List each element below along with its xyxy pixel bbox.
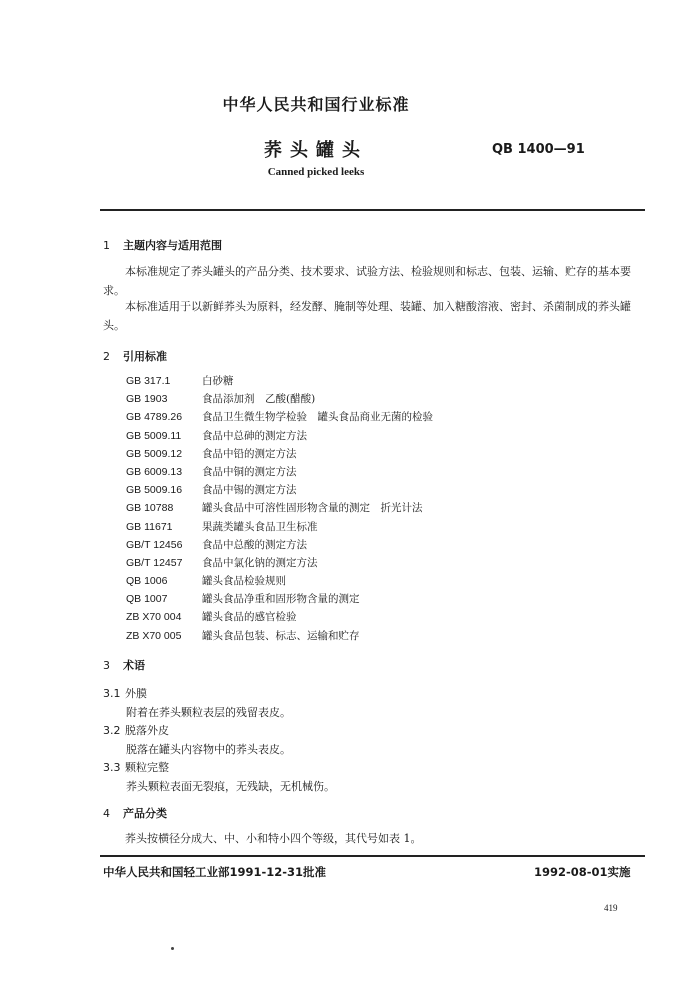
section-3-title: 术语 <box>123 659 145 672</box>
reference-code: GB 317.1 <box>126 375 171 387</box>
section-2-title: 引用标准 <box>123 350 167 363</box>
reference-name: 食品中氯化钠的测定方法 <box>202 556 318 569</box>
term-heading <box>103 722 169 738</box>
term-number: 3.1 <box>103 687 121 700</box>
implementation-date: 1992-08-01实施 <box>534 865 631 879</box>
reference-code: GB 5009.11 <box>126 429 182 442</box>
section-4-number: 4 <box>103 807 110 820</box>
reference-name: 果蔬类罐头食品卫生标准 <box>202 520 318 533</box>
section-1-title: 主题内容与适用范围 <box>123 239 222 252</box>
reference-code: GB 1903 <box>126 393 168 406</box>
reference-code: GB 11671 <box>126 520 173 533</box>
reference-code: QB 1006 <box>126 575 168 588</box>
reference-item <box>126 372 433 390</box>
document-title: 荞头罐头 <box>264 140 368 161</box>
reference-standards-list <box>126 372 433 645</box>
reference-name: 白砂糖 <box>202 375 234 387</box>
reference-name: 罐头食品中可溶性固形物含量的测定 折光计法 <box>202 502 423 515</box>
section-4-heading <box>103 805 167 821</box>
reference-code: GB/T 12456 <box>126 538 183 551</box>
reference-code: GB 5009.16 <box>126 484 183 497</box>
reference-item <box>126 627 433 645</box>
reference-item <box>126 390 433 408</box>
term-definition: 脱落在罐头内容物中的荞头表皮。 <box>126 743 291 756</box>
section-4-paragraph-1-text: 荞头按横径分成大、中、小和特小四个等级，其代号如表 1。 <box>125 832 422 845</box>
reference-item <box>126 590 433 608</box>
reference-code: ZB X70 005 <box>126 629 182 642</box>
header-divider <box>100 209 645 211</box>
standard-number: QB 1400—91 <box>492 142 585 157</box>
reference-name: 食品中总砷的测定方法 <box>202 429 307 442</box>
reference-item <box>126 463 433 481</box>
reference-item <box>126 572 433 590</box>
reference-code: QB 1007 <box>126 593 168 606</box>
section-1-paragraph-1-text: 本标准规定了荞头罐头的产品分类、技术要求、试验方法、检验规则和标志、包装、运输、贮存的基本要求。 <box>103 265 631 297</box>
section-4-paragraph-1 <box>103 829 648 848</box>
section-1-paragraph-2 <box>103 297 648 335</box>
org-title: 中华人民共和国行业标准 <box>222 95 410 114</box>
reference-item <box>126 427 433 445</box>
scan-speck <box>171 947 174 950</box>
reference-code: GB 4789.26 <box>126 411 183 424</box>
reference-name: 食品中铜的测定方法 <box>202 465 297 478</box>
reference-code: GB 5009.12 <box>126 447 183 460</box>
section-2-heading <box>103 348 167 364</box>
reference-name: 食品中锡的测定方法 <box>202 484 297 497</box>
reference-item <box>126 408 433 426</box>
section-1-number: 1 <box>103 239 110 252</box>
term-heading <box>103 759 169 775</box>
approval-line: 中华人民共和国轻工业部1991-12-31批准 <box>103 865 327 879</box>
section-3-heading <box>103 657 145 673</box>
section-3-number: 3 <box>103 659 110 672</box>
reference-item <box>126 518 433 536</box>
term-heading <box>103 685 147 701</box>
reference-name: 罐头食品检验规则 <box>202 575 286 588</box>
reference-item <box>126 554 433 572</box>
term-number: 3.3 <box>103 761 121 774</box>
section-1-heading <box>103 237 222 253</box>
term-name: 外膜 <box>125 687 147 700</box>
reference-name: 食品中总酸的测定方法 <box>202 538 307 551</box>
reference-item <box>126 608 433 626</box>
section-4-title: 产品分类 <box>123 807 167 820</box>
term-definition: 附着在荞头颗粒表层的残留表皮。 <box>126 706 291 719</box>
reference-item <box>126 445 433 463</box>
reference-code: GB 10788 <box>126 502 174 515</box>
reference-name: 食品卫生微生物学检验 罐头食品商业无菌的检验 <box>202 411 433 424</box>
reference-code: GB 6009.13 <box>126 465 183 478</box>
term-number: 3.2 <box>103 724 121 737</box>
reference-name: 罐头食品包装、标志、运输和贮存 <box>202 629 360 642</box>
reference-name: 罐头食品净重和固形物含量的测定 <box>202 593 360 606</box>
reference-item <box>126 481 433 499</box>
reference-name: 食品添加剂 乙酸(醋酸) <box>202 393 316 406</box>
term-name: 颗粒完整 <box>125 761 169 774</box>
reference-code: ZB X70 004 <box>126 611 182 624</box>
term-definition: 荞头颗粒表面无裂痕，无残缺，无机械伤。 <box>126 780 335 793</box>
section-1-paragraph-2-text: 本标准适用于以新鲜荞头为原料，经发酵、腌制等处理、装罐、加入糖酸溶液、密封、杀菌制成的荞头罐头。 <box>103 300 631 332</box>
section-2-number: 2 <box>103 350 110 363</box>
page-number: 419 <box>604 903 618 913</box>
section-1-paragraph-1 <box>103 262 648 300</box>
reference-item <box>126 499 433 517</box>
english-title: Canned picked leeks <box>267 166 365 178</box>
reference-name: 食品中铅的测定方法 <box>202 447 297 460</box>
term-name: 脱落外皮 <box>125 724 169 737</box>
reference-item <box>126 536 433 554</box>
reference-name: 罐头食品的感官检验 <box>202 611 297 624</box>
reference-code: GB/T 12457 <box>126 556 183 569</box>
footer-divider <box>100 855 645 857</box>
